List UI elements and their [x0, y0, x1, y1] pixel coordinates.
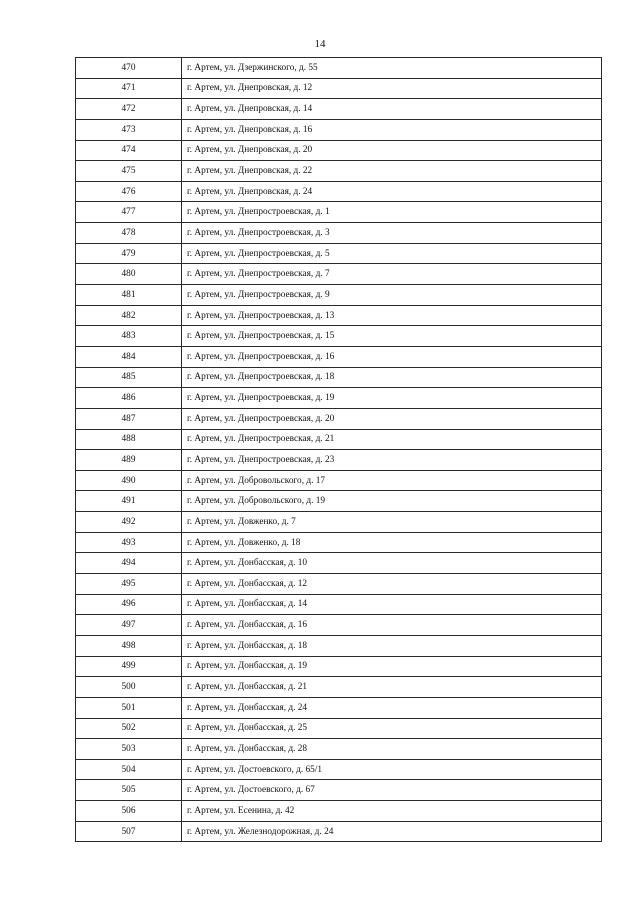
table-row	[76, 78, 602, 99]
table-row	[76, 99, 602, 120]
table-row	[76, 119, 602, 140]
row-number-cell: 499	[76, 656, 182, 677]
address-cell: г. Артем, ул. Днепровская, д. 12	[182, 78, 602, 99]
row-number-cell: 477	[76, 202, 182, 223]
row-number-cell: 475	[76, 161, 182, 182]
table-row	[76, 759, 602, 780]
table-row	[76, 801, 602, 822]
row-number-cell: 498	[76, 635, 182, 656]
table-row	[76, 718, 602, 739]
row-number-cell: 479	[76, 243, 182, 264]
address-cell: г. Артем, ул. Днепровская, д. 24	[182, 181, 602, 202]
address-cell: г. Артем, ул. Донбасская, д. 16	[182, 615, 602, 636]
row-number-cell: 471	[76, 78, 182, 99]
row-number-cell: 495	[76, 574, 182, 595]
address-cell: г. Артем, ул. Днепростроевская, д. 23	[182, 450, 602, 471]
address-cell: г. Артем, ул. Днепростроевская, д. 16	[182, 346, 602, 367]
row-number-cell: 487	[76, 408, 182, 429]
row-number-cell: 483	[76, 326, 182, 347]
row-number-cell: 482	[76, 305, 182, 326]
address-cell: г. Артем, ул. Днепростроевская, д. 1	[182, 202, 602, 223]
table-row	[76, 223, 602, 244]
row-number-cell: 480	[76, 264, 182, 285]
table-row	[76, 553, 602, 574]
row-number-cell: 506	[76, 801, 182, 822]
address-cell: г. Артем, ул. Днепровская, д. 16	[182, 119, 602, 140]
address-cell: г. Артем, ул. Днепростроевская, д. 20	[182, 408, 602, 429]
row-number-cell: 492	[76, 512, 182, 533]
address-cell: г. Артем, ул. Донбасская, д. 24	[182, 697, 602, 718]
address-cell: г. Артем, ул. Достоевского, д. 67	[182, 780, 602, 801]
address-cell: г. Артем, ул. Днепростроевская, д. 18	[182, 367, 602, 388]
table-row	[76, 202, 602, 223]
address-cell: г. Артем, ул. Днепростроевская, д. 5	[182, 243, 602, 264]
row-number-cell: 503	[76, 739, 182, 760]
table-row	[76, 285, 602, 306]
table-row	[76, 697, 602, 718]
row-number-cell: 490	[76, 470, 182, 491]
address-cell: г. Артем, ул. Днепростроевская, д. 3	[182, 223, 602, 244]
address-cell: г. Артем, ул. Днепростроевская, д. 15	[182, 326, 602, 347]
address-cell: г. Артем, ул. Днепровская, д. 22	[182, 161, 602, 182]
table-row	[76, 140, 602, 161]
address-cell: г. Артем, ул. Днепростроевская, д. 9	[182, 285, 602, 306]
table-row	[76, 656, 602, 677]
table-row	[76, 408, 602, 429]
row-number-cell: 476	[76, 181, 182, 202]
table-row	[76, 346, 602, 367]
table-row	[76, 243, 602, 264]
row-number-cell: 486	[76, 388, 182, 409]
row-number-cell: 502	[76, 718, 182, 739]
row-number-cell: 489	[76, 450, 182, 471]
row-number-cell: 484	[76, 346, 182, 367]
table-row	[76, 264, 602, 285]
address-cell: г. Артем, ул. Железнодорожная, д. 24	[182, 821, 602, 842]
address-cell: г. Артем, ул. Днепровская, д. 20	[182, 140, 602, 161]
row-number-cell: 474	[76, 140, 182, 161]
table-body	[76, 58, 602, 842]
address-cell: г. Артем, ул. Днепростроевская, д. 13	[182, 305, 602, 326]
row-number-cell: 504	[76, 759, 182, 780]
row-number-cell: 505	[76, 780, 182, 801]
row-number-cell: 485	[76, 367, 182, 388]
row-number-cell: 473	[76, 119, 182, 140]
table-row	[76, 780, 602, 801]
table-row	[76, 305, 602, 326]
row-number-cell: 501	[76, 697, 182, 718]
address-cell: г. Артем, ул. Днепростроевская, д. 21	[182, 429, 602, 450]
row-number-cell: 478	[76, 223, 182, 244]
address-cell: г. Артем, ул. Донбасская, д. 25	[182, 718, 602, 739]
row-number-cell: 470	[76, 58, 182, 79]
row-number-cell: 507	[76, 821, 182, 842]
address-cell: г. Артем, ул. Есенина, д. 42	[182, 801, 602, 822]
address-cell: г. Артем, ул. Донбасская, д. 28	[182, 739, 602, 760]
address-cell: г. Артем, ул. Добровольского, д. 19	[182, 491, 602, 512]
page-number: 14	[314, 38, 326, 50]
address-cell: г. Артем, ул. Довженко, д. 7	[182, 512, 602, 533]
address-cell: г. Артем, ул. Донбасская, д. 21	[182, 677, 602, 698]
table-row	[76, 367, 602, 388]
table-row	[76, 821, 602, 842]
table-row	[76, 635, 602, 656]
address-cell: г. Артем, ул. Достоевского, д. 65/1	[182, 759, 602, 780]
table-row	[76, 491, 602, 512]
row-number-cell: 497	[76, 615, 182, 636]
table-row	[76, 615, 602, 636]
address-cell: г. Артем, ул. Добровольского, д. 17	[182, 470, 602, 491]
table-row	[76, 388, 602, 409]
address-cell: г. Артем, ул. Днепростроевская, д. 7	[182, 264, 602, 285]
address-cell: г. Артем, ул. Довженко, д. 18	[182, 532, 602, 553]
table-row	[76, 450, 602, 471]
row-number-cell: 491	[76, 491, 182, 512]
address-cell: г. Артем, ул. Дзержинского, д. 55	[182, 58, 602, 79]
row-number-cell: 500	[76, 677, 182, 698]
row-number-cell: 496	[76, 594, 182, 615]
table-row	[76, 532, 602, 553]
row-number-cell: 493	[76, 532, 182, 553]
table-row	[76, 677, 602, 698]
address-cell: г. Артем, ул. Днепростроевская, д. 19	[182, 388, 602, 409]
table-row	[76, 181, 602, 202]
address-cell: г. Артем, ул. Донбасская, д. 18	[182, 635, 602, 656]
table-row	[76, 739, 602, 760]
address-table	[75, 57, 602, 842]
table-row	[76, 594, 602, 615]
address-cell: г. Артем, ул. Донбасская, д. 14	[182, 594, 602, 615]
address-cell: г. Артем, ул. Донбасская, д. 19	[182, 656, 602, 677]
address-cell: г. Артем, ул. Донбасская, д. 12	[182, 574, 602, 595]
table-row	[76, 161, 602, 182]
table-row	[76, 58, 602, 79]
table-row	[76, 326, 602, 347]
table-row	[76, 512, 602, 533]
row-number-cell: 472	[76, 99, 182, 120]
row-number-cell: 488	[76, 429, 182, 450]
row-number-cell: 494	[76, 553, 182, 574]
table-row	[76, 429, 602, 450]
address-cell: г. Артем, ул. Днепровская, д. 14	[182, 99, 602, 120]
table-row	[76, 574, 602, 595]
table-row	[76, 470, 602, 491]
address-cell: г. Артем, ул. Донбасская, д. 10	[182, 553, 602, 574]
row-number-cell: 481	[76, 285, 182, 306]
